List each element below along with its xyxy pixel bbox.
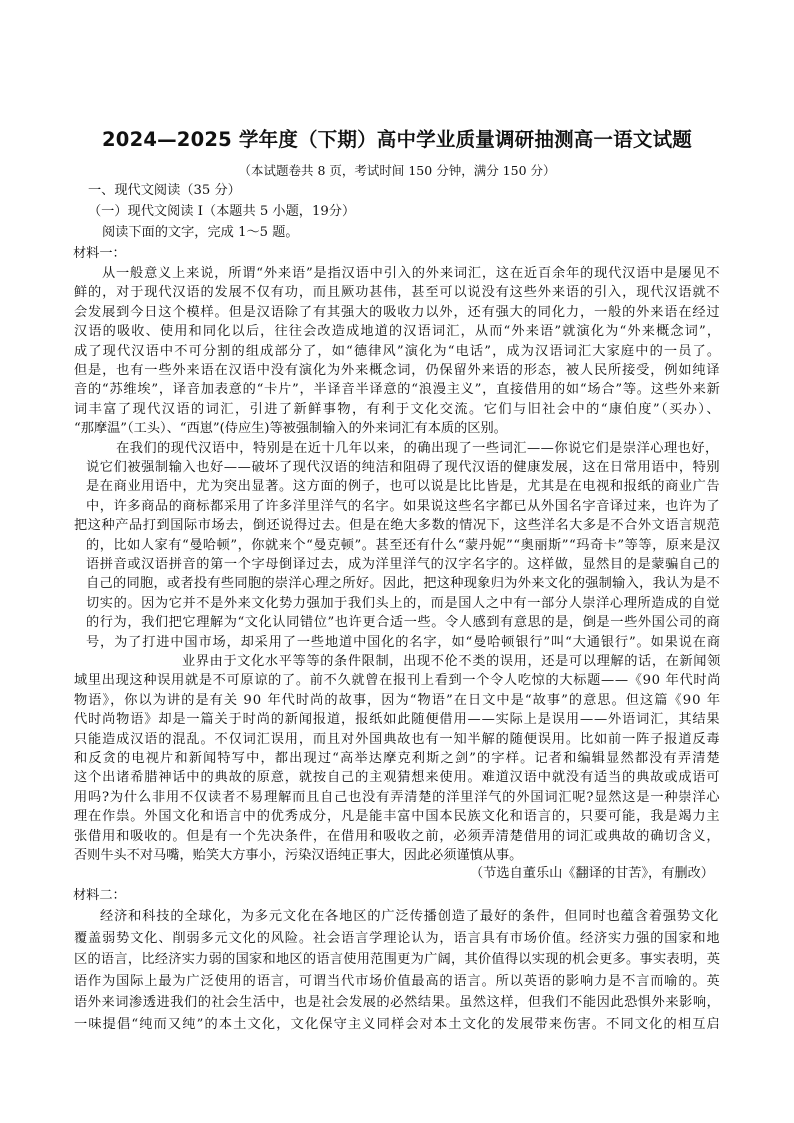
material-2-label: 材料二： bbox=[73, 888, 126, 903]
paragraph-line: 鲜的，对于现代汉语的发展不仅有功，而且厥功甚伟，甚至可以说没有这些外来语的引入，现代汉语就不 bbox=[74, 285, 721, 301]
paragraph-line: 的，比如人家有“曼哈顿”，你就来个“曼克顿”。甚至还有什么“蒙丹妮”“奥丽斯”“玛奇卡”等等，原来是汉 bbox=[86, 537, 721, 553]
paragraph-line: 和反贪的电视片和新闻特写中，都出现过“高举达摩克利斯之剑”的字样。记者和编辑显然都没有弄清楚 bbox=[74, 751, 721, 766]
paragraph-line: 区的语言，比经济实力弱的国家和地区的语言使用范围更为广阔，其价值得以实现的机会更多。事实表明，英 bbox=[74, 952, 721, 967]
paragraph-line: 号，为了打进中国市场，却采用了一些地道中国化的名字，如“曼哈顿银行”叫“大通银行”。如果说在商 bbox=[86, 634, 721, 650]
paragraph-line: 物语》，你以为讲的是有关 90 年代时尚的故事，因为“物语”在日文中是“故事”的意思。但这篇《90 年 bbox=[74, 692, 722, 708]
paragraph-line: 但是，也有一些外来语在汉语中没有演化为外来概念词，仍保留外来语的形态，被人民所接受，例如纯译 bbox=[74, 363, 721, 378]
paragraph-line: 说它们被强制输入也好——破坏了现代汉语的纯洁和阻碍了现代汉语的健康发展，这在日常用语中，特别 bbox=[86, 460, 721, 475]
paragraph-line: 自己的同胞，或者投有些同胞的崇洋心理之所好。因此，把这种现象归为外来文化的强制输入，我认为是不 bbox=[86, 576, 721, 592]
paragraph-line: 成了现代汉语中不可分割的组成部分了，如“德律风”演化为“电话”，成为汉语词汇大家庭中的一员了。 bbox=[74, 343, 722, 359]
paragraph-line: 是在商业用语中，尤为突出显著。这方面的例子，也可以说是比比皆是，尤其是在电视和报纸的商业广告 bbox=[86, 479, 721, 495]
paragraph-line: 语外来词渗透进我们的社会生活中，也是社会发展的必然结果。虽然这样，但我们不能因此恐惧外来影响， bbox=[74, 995, 721, 1010]
paragraph-line: 这个出诸希腊神话中的典故的原意，就按自己的主观猜想来使用。难道汉语中就没有适当的典故或成语可 bbox=[74, 770, 721, 786]
source-citation: （节选自董乐山《翻译的甘苦》，有删改） bbox=[470, 866, 714, 881]
paragraph-line: 汉语的吸收、使用和同化以后，往往会改造成地道的汉语词汇，从而“外来语”就演化为“外来概念词”， bbox=[74, 324, 722, 340]
paragraph-line: 中，许多商品的商标都采用了许多洋里洋气的名字。如果说这些名字都已从外国名字音译过来，也许为了 bbox=[86, 498, 721, 514]
paragraph-line: 用吗?为什么非用不仅读者不易理解而且自己也没有弄清楚的洋里洋气的外国词汇呢?显然这是一种崇洋心 bbox=[74, 789, 721, 805]
paragraph-line: 覆盖弱势文化、削弱多元文化的风险。社会语言学理论认为，语言具有市场价值。经济实力强的国家和地 bbox=[74, 930, 721, 946]
paragraph-line: 经济和科技的全球化，为多元文化在各地区的广泛传播创造了最好的条件，但同时也蕴含着强势文化 bbox=[100, 909, 720, 924]
paragraph-line: 一味提倡“纯而又纯”的本土文化，文化保守主义同样会对本土文化的发展带来伤害。不同文化的相互启 bbox=[74, 1016, 721, 1032]
paragraph-line: 的行为，我们把它理解为“文化认同错位”也许更合适一些。令人感到有意思的是，倒是一些外国公司的商 bbox=[86, 615, 721, 631]
paragraph-line: 否则牛头不对马嘴，贻笑大方事小，污染汉语纯正事大，因此必须谨慎从事。 bbox=[74, 848, 523, 863]
paragraph-line: 词丰富了现代汉语的词汇，引进了新鲜事物，有利于文化交流。它们与旧社会中的“康伯度”（买办）、 bbox=[74, 401, 721, 417]
paragraph-line: 音的“苏维埃”，译音加表意的“卡片”，半译音半译意的“浪漫主义”，直接借用的如“场合”等。这些外来新 bbox=[74, 382, 721, 398]
paragraph-line: 会发展到今日这个模样。但是汉语除了有其强大的吸收力以外，还有强大的同化力，一般的外来语在经过 bbox=[74, 304, 721, 320]
exam-info: （本试题卷共 8 页，考试时间 150 分钟，满分 150 分） bbox=[238, 163, 556, 178]
material-1-label: 材料一： bbox=[73, 246, 126, 261]
paragraph-line: 代时尚物语》却是一篇关于时尚的新闻报道，报纸如此随便借用——实际上是误用——外语词汇，其结果 bbox=[74, 712, 721, 728]
subsection-heading: （一）现代文阅读 I（本题共 5 小题，19分） bbox=[88, 204, 356, 219]
paragraph-line: 切实的。因为它并不是外来文化势力强加于我们头上的，而是国人之中有一部分人崇洋心理所造成的自觉 bbox=[86, 595, 721, 611]
instruction-text: 阅读下面的文字，完成 1～5 题。 bbox=[102, 225, 299, 240]
paragraph-line: 语作为国际上最为广泛使用的语言，可谓当代市场价值最高的语言。所以英语的影响力是不言而喻的。英 bbox=[74, 973, 721, 989]
paragraph-line: 域里出现这种误用就是不可原谅的了。前不久就曾在报刊上看到一个令人吃惊的大标题——《90 年代时尚 bbox=[74, 673, 722, 689]
paragraph-line: 业界由于文化水平等等的条件限制，出现不伦不类的误用，还是可以理解的话，在新闻领 bbox=[182, 654, 721, 669]
section-heading: 一、现代文阅读（35 分） bbox=[88, 183, 241, 198]
paragraph-line: 张借用和吸收的。但是有一个先决条件，在借用和吸收之前，必须弄清楚借用的词汇或典故的确切含义， bbox=[74, 828, 721, 844]
page-title: 2024—2025 学年度（下期）高中学业质量调研抽测高一语文试题 bbox=[102, 128, 692, 151]
paragraph-line: 从一般意义上来说，所谓“外来语”是指汉语中引入的外来词汇，这在近百余年的现代汉语中是屡见不 bbox=[102, 266, 721, 281]
paragraph-line: 只能造成汉语的混乱。不仅词汇误用，而且对外国典故也有一知半解的随便误用。比如前一阵子报道反毒 bbox=[74, 731, 721, 747]
paragraph-line: 理在作祟。外国文化和语言中的优秀成分，凡是能丰富中国本民族文化和语言的，只要可能，我是竭力主 bbox=[74, 809, 721, 825]
paragraph-line: 把这种产品打到国际市场去，倒还说得过去。但是在绝大多数的情况下，这些洋名大多是不合外文语言规范 bbox=[74, 518, 721, 534]
paragraph-line: 语拼音或汉语拼音的第一个字母倒译过去，成为洋里洋气的汉字名字的。这样做，显然目的是蒙骗自己的 bbox=[86, 557, 721, 572]
paragraph-line: “那摩温”（工头）、“西崽”(侍应生)等被强制输入的外来词汇有本质的区别。 bbox=[74, 421, 507, 437]
paragraph-line: 在我们的现代汉语中，特别是在近十几年以来，的确出现了一些词汇——你说它们是崇洋心理也好， bbox=[116, 440, 719, 456]
